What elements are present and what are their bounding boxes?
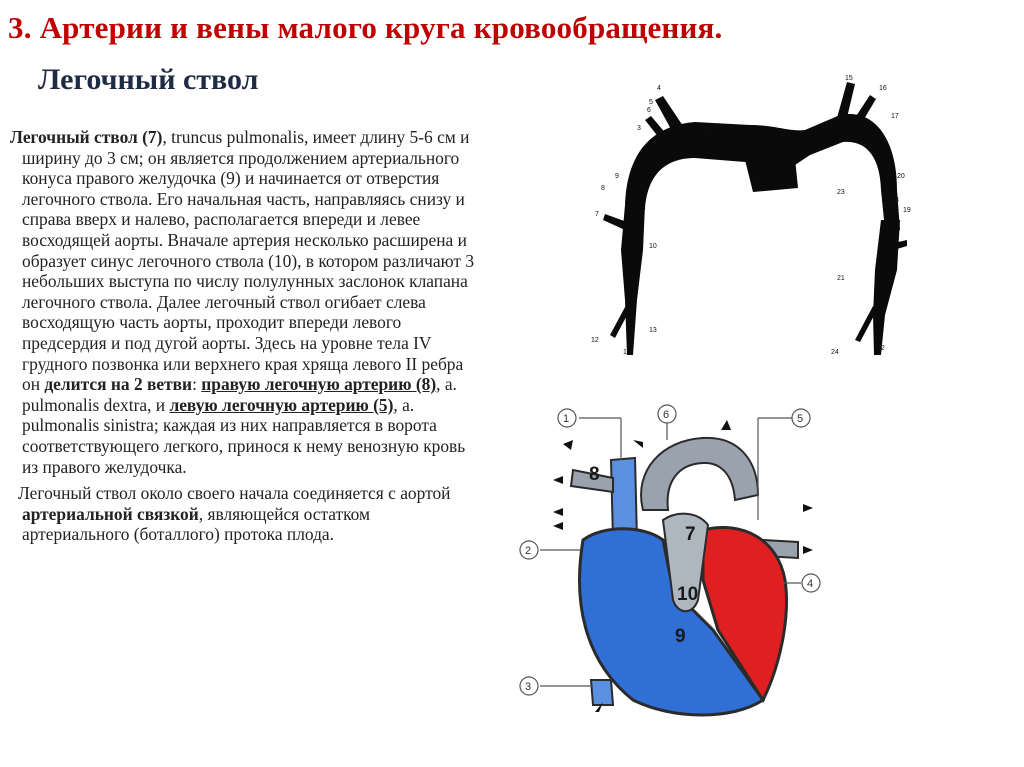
p1-segment: , a. pulmonalis sinistra; каждая из них направляется в ворота соответствующего легкого, принося к нему венозную кровь из правого желудочка. [22, 394, 466, 477]
paragraph-1 [10, 127, 480, 477]
label-21: 21 [837, 275, 845, 282]
label-24: 24 [831, 349, 839, 356]
label-7: 7 [595, 211, 599, 218]
page-subtitle: Легочный ствол [38, 63, 259, 96]
label-22: 22 [877, 345, 885, 352]
label-4: 4 [657, 85, 661, 92]
label-11: 11 [623, 349, 631, 356]
p1-segment: , a. pulmonalis dextra, и [22, 374, 457, 415]
aorta-arch [641, 438, 758, 510]
label-17: 17 [891, 113, 899, 120]
pulmonary-vessels-diagram [585, 70, 915, 362]
p2-segment: Легочный ствол около своего начала соединяется с аортой [18, 483, 451, 504]
label-8: 8 [601, 185, 605, 192]
p2-segment: артериальной связкой [22, 503, 199, 524]
label-12: 12 [591, 337, 599, 344]
label-10: 10 [649, 243, 657, 250]
label-9: 9 [615, 173, 619, 180]
label-13: 13 [649, 327, 657, 334]
label-14: 14 [821, 123, 829, 130]
label-9: 9 [675, 626, 686, 647]
p2-segment: , являющейся остатком артериального (боталлого) протока плода. [22, 503, 371, 545]
p1-segment: левую легочную артерию (5) [169, 394, 394, 415]
circled-label-2: 2 [525, 545, 532, 557]
p1-segment: делится на 2 ветви [44, 374, 193, 395]
p1-segment: Легочный ствол (7) [10, 127, 163, 147]
paragraph-2 [10, 483, 480, 545]
label-20: 20 [897, 173, 905, 180]
label-2: 2 [703, 127, 707, 134]
label-5: 5 [649, 99, 653, 106]
heart-section-diagram [513, 400, 863, 730]
label-23: 23 [837, 189, 845, 196]
circled-label-5: 5 [797, 413, 804, 425]
label-6: 6 [647, 107, 651, 114]
label-3: 3 [637, 125, 641, 132]
label-15: 15 [845, 75, 853, 82]
p1-segment: правую легочную артерию (8) [201, 374, 437, 395]
label-16: 16 [879, 85, 887, 92]
circled-label-4: 4 [807, 578, 814, 590]
label-1: 1 [751, 175, 755, 182]
p1-segment: , truncus pulmonalis, имеет длину 5-6 см и ширину до 3 см; он является продолжением артериального конуса правого желудочка (9) и начинается от отверстия легочного ствола. Его начальная часть, направляясь снизу и справа вверх и налево, располагается впереди и левее восходящей аорты. Вначале артерия несколько расширена и образует синус легочного ствола (10), в котором различают 3 небольших выступа по числу полулунных заслонок клапана легочного ствола. Далее легочный ствол огибает слева восходящую часть аорты, проходит впереди левого предсердия и под дугой аорты. Здесь на уровне тела IV грудного позвонка или верхнего края хряща левого II ребра он [22, 127, 475, 395]
label-10: 10 [677, 584, 699, 605]
page-title: 3. Артерии и вены малого круга кровообращения. [8, 10, 723, 45]
vessel-silhouette [603, 82, 907, 355]
label-19: 19 [903, 207, 911, 214]
p1-segment: : [192, 374, 202, 395]
label-7: 7 [685, 524, 696, 545]
circled-label-3: 3 [525, 681, 532, 693]
circled-label-1: 1 [563, 413, 570, 425]
label-18: 18 [891, 197, 899, 204]
inferior-vena-cava [591, 680, 613, 705]
body-text [10, 127, 480, 545]
label-8: 8 [589, 464, 600, 485]
circled-label-6: 6 [663, 409, 670, 421]
